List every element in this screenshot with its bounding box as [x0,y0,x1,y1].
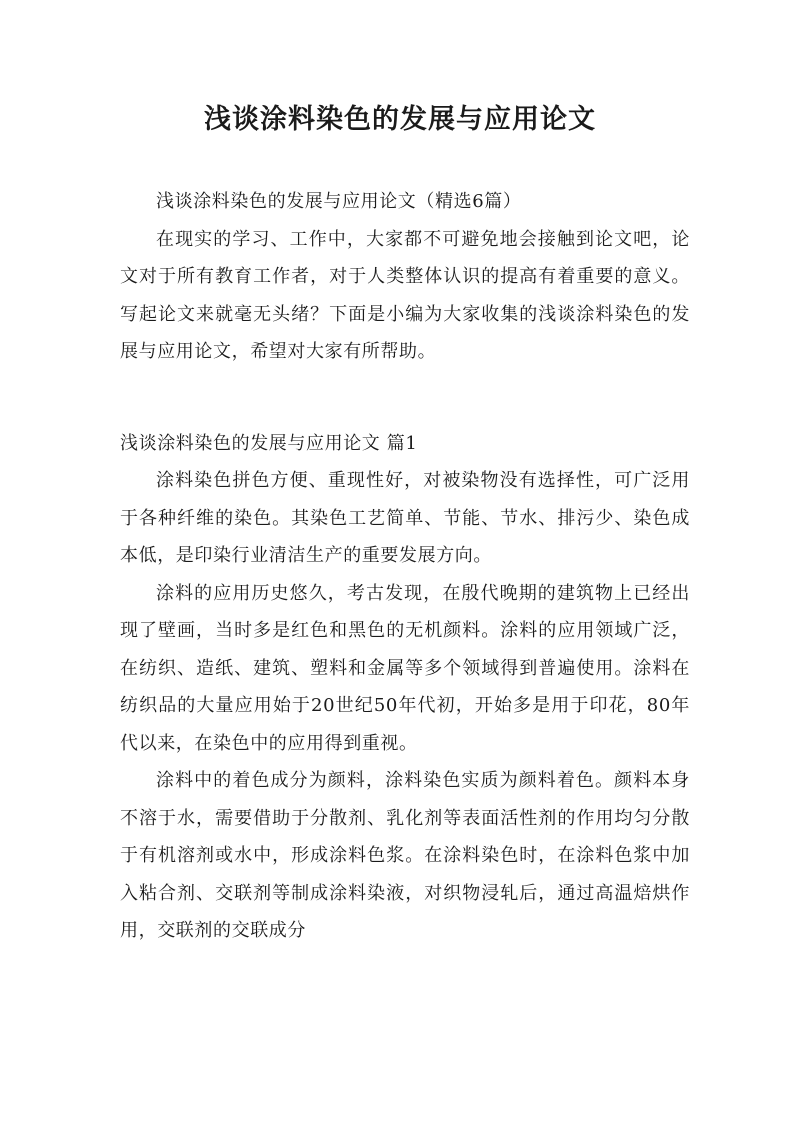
body-paragraph-2: 涂料的应用历史悠久，考古发现，在殷代晚期的建筑物上已经出现了壁画，当时多是红色和黑色的无机颜料。涂料的应用领域广泛，在纺织、造纸、建筑、塑料和金属等多个领域得到普遍使用。涂料在纺织品的大量应用始于20世纪50年代初，开始多是用于印花，80年代以来，在染色中的应用得到重视。 [120,582,690,754]
document-body [120,183,690,950]
intro-paragraph: 在现实的学习、工作中，大家都不可避免地会接触到论文吧，论文对于所有教育工作者，对于人类整体认识的提高有着重要的意义。写起论文来就毫无头绪？下面是小编为大家收集的浅谈涂料染色的发展与应用论文，希望对大家有所帮助。 [120,228,690,362]
document-subtitle: 浅谈涂料染色的发展与应用论文（精选6篇） [156,191,522,212]
body-paragraph-3: 涂料中的着色成分为颜料，涂料染色实质为颜料着色。颜料本身不溶于水，需要借助于分散剂、乳化剂等表面活性剂的作用均匀分散于有机溶剂或水中，形成涂料色浆。在涂料染色时，在涂料色浆中加入粘合剂、交联剂等制成涂料染液，对织物浸轧后，通过高温焙烘作用，交联剂的交联成分 [120,770,690,941]
section-heading: 浅谈涂料染色的发展与应用论文 篇1 [120,432,418,454]
body-paragraph-1: 涂料染色拼色方便、重现性好，对被染物没有选择性，可广泛用于各种纤维的染色。其染色工艺简单、节能、节水、排污少、染色成本低，是印染行业清洁生产的重要发展方向。 [120,470,690,566]
document-title: 浅谈涂料染色的发展与应用论文 [204,104,596,135]
